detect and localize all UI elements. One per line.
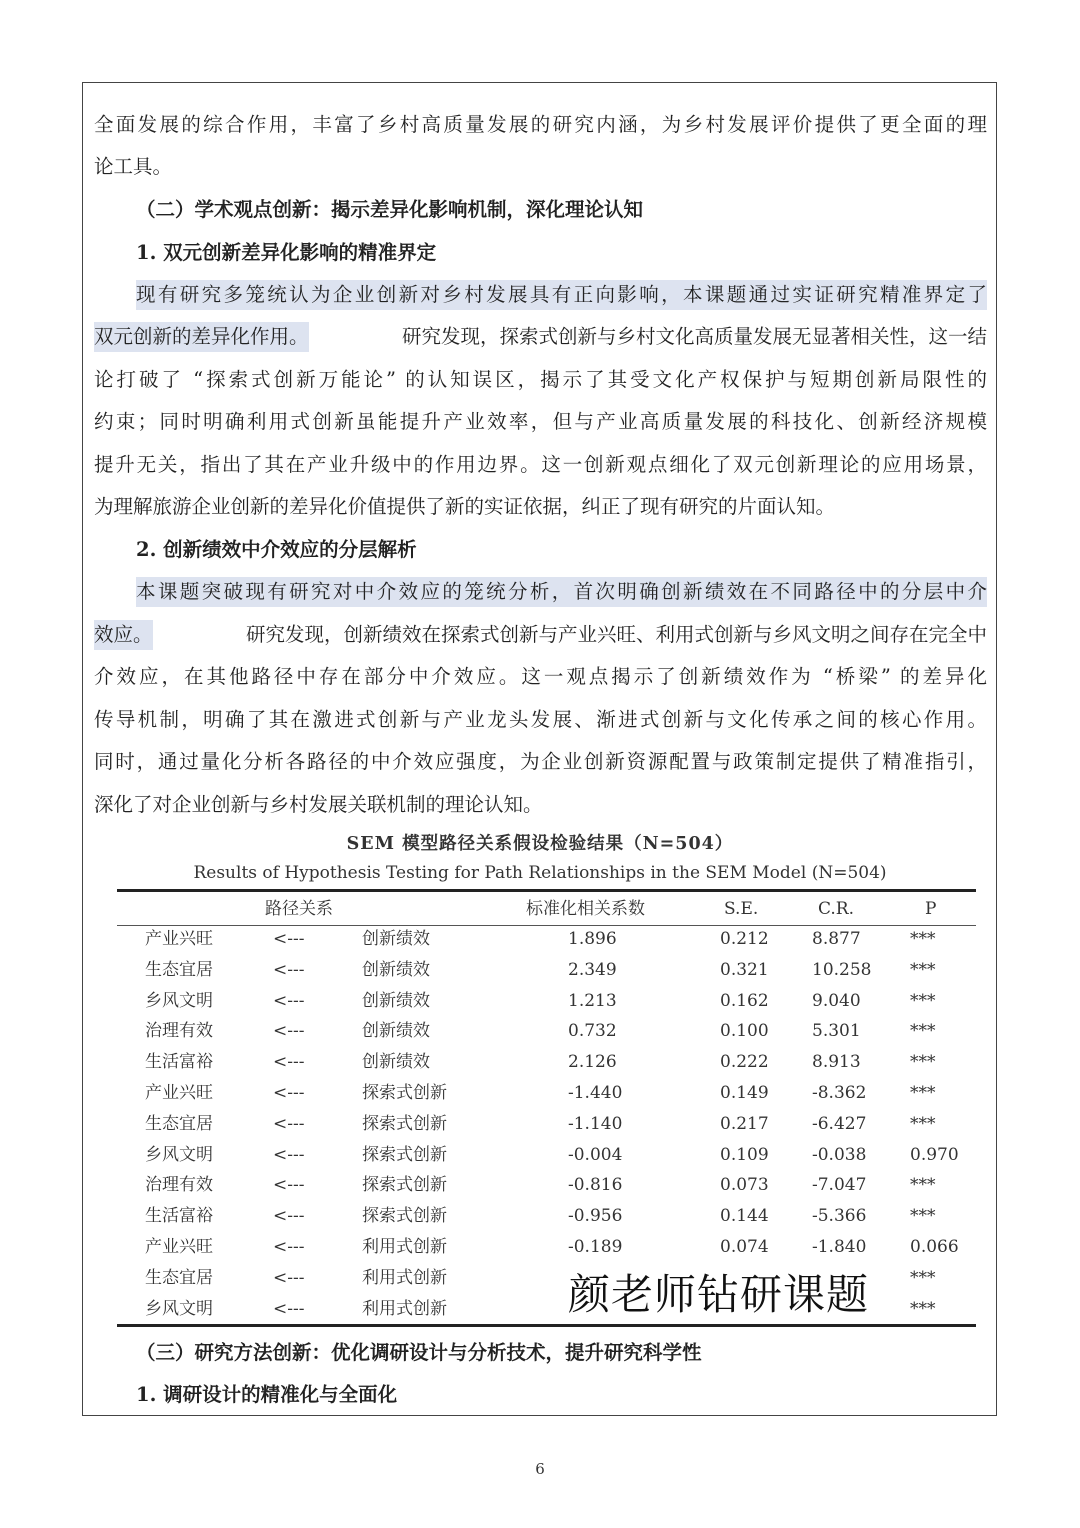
table-cell-coef: 1.896 [568,929,617,949]
paragraph-line [94,322,987,352]
paragraph-line: 介效应，在其他路径中存在部分中介效应。这一观点揭示了创新绩效作为 “桥梁” 的差异化 [94,665,987,688]
table-cell-p: *** [910,1052,936,1073]
table-cell-cr: 9.040 [812,990,861,1011]
table-cell-dependent: 乡风文明 [145,990,213,1011]
paragraph-line: 为理解旅游企业创新的差异化价值提供了新的实证依据，纠正了现有研究的片面认知。 [94,495,836,518]
paragraph-line: 同时，通过量化分析各路径的中介效应强度，为企业创新资源配置与政策制定提供了精准指引， [94,750,987,773]
table-cell-dependent: 生活富裕 [145,1052,213,1073]
highlighted-text: 双元创新的差异化作用。 [94,322,309,352]
table-cell-p: *** [910,990,936,1011]
table-cell-arrow: <--- [273,1298,305,1319]
table-header-se: S.E. [724,899,759,919]
table-header-path: 路径关系 [265,899,333,919]
table-cell-cr: 8.877 [812,929,861,949]
table-cell-se: 0.321 [720,959,769,980]
subsection-heading: 1. 双元创新差异化影响的精准界定 [136,241,437,264]
table-header-cr: C.R. [818,899,855,919]
table-cell-coef: -0.816 [568,1175,623,1196]
table-cell-arrow: <--- [273,990,305,1011]
table-cell-se: 0.222 [720,1052,769,1073]
subsection-heading: 2. 创新绩效中介效应的分层解析 [136,538,417,561]
table-cell-coef: -1.440 [568,1083,623,1103]
table-cell-arrow: <--- [273,1113,305,1134]
table-cell-arrow: <--- [273,959,305,980]
table-cell-independent: 创新绩效 [362,929,430,949]
table-cell-p: *** [910,1113,936,1134]
watermark-text: 颜老师钻研课题 [568,1270,870,1319]
table-cell-cr: 10.258 [812,959,872,980]
table-cell-p: *** [910,1206,936,1227]
paragraph-line-highlighted: 现有研究多笼统认为企业创新对乡村发展具有正向影响，本课题通过实证研究精准界定了 [136,280,987,310]
paragraph-line: 论打破了 “探索式创新万能论” 的认知误区，揭示了其受文化产权保护与短期创新局限性的 [94,368,987,391]
table-cell-arrow: <--- [273,1175,305,1196]
table-cell-independent: 利用式创新 [362,1298,447,1319]
table-cell-p: *** [910,959,936,980]
table-cell-se: 0.144 [720,1206,769,1227]
highlighted-text: 效应。 [94,620,153,650]
table-cell-arrow: <--- [273,929,305,949]
table-cell-arrow: <--- [273,1206,305,1227]
paragraph-line-highlighted: 本课题突破现有研究对中介效应的笼统分析，首次明确创新绩效在不同路径中的分层中介 [136,577,987,607]
page-number: 6 [535,1460,545,1478]
table-cell-se: 0.109 [720,1144,769,1165]
table-cell-cr: -0.038 [812,1144,867,1165]
table-cell-coef: -0.189 [568,1237,623,1257]
table-cell-independent: 创新绩效 [362,990,430,1011]
table-cell-arrow: <--- [273,1021,305,1042]
paragraph-line: 提升无关，指出了其在产业升级中的作用边界。这一创新观点细化了双元创新理论的应用场景， [94,453,987,476]
paragraph-line: 约束；同时明确利用式创新虽能提升产业效率，但与产业高质量发展的科技化、创新经济规模 [94,410,987,433]
table-cell-coef: -1.140 [568,1113,623,1134]
table-cell-cr: 5.301 [812,1021,861,1042]
paragraph-line: 论工具。 [94,155,173,178]
table-cell-dependent: 生态宜居 [145,1267,213,1288]
table-cell-se: 0.100 [720,1021,769,1042]
table-cell-p: 0.970 [910,1144,959,1165]
paragraph-text: 研究发现，创新绩效在探索式创新与产业兴旺、利用式创新与乡风文明之间存在完全中 [245,623,987,646]
table-cell-arrow: <--- [273,1144,305,1165]
table-cell-cr: -5.366 [812,1206,867,1227]
table-cell-p: *** [910,1175,936,1196]
table-cell-dependent: 产业兴旺 [145,1083,213,1103]
table-cell-independent: 探索式创新 [362,1175,447,1196]
table-cell-p: *** [910,1267,936,1288]
table-header-p: P [925,899,937,919]
table-cell-p: 0.066 [910,1237,959,1257]
table-cell-dependent: 生活富裕 [145,1206,213,1227]
table-cell-dependent: 产业兴旺 [145,929,213,949]
table-cell-coef: -0.956 [568,1206,623,1227]
table-cell-se: 0.162 [720,990,769,1011]
paragraph-line: 传导机制，明确了其在激进式创新与产业龙头发展、渐进式创新与文化传承之间的核心作用。 [94,708,987,731]
table-cell-se: 0.212 [720,929,769,949]
table-cell-independent: 创新绩效 [362,1021,430,1042]
table-cell-coef: 1.213 [568,990,617,1011]
table-header-coef: 标准化相关系数 [526,899,645,919]
table-cell-p: *** [910,929,936,949]
table-bottom-rule [117,1324,976,1327]
table-cell-cr: -1.840 [812,1237,867,1257]
table-cell-independent: 创新绩效 [362,1052,430,1073]
table-header-rule [117,925,976,926]
table-cell-arrow: <--- [273,1237,305,1257]
table-cell-arrow: <--- [273,1267,305,1288]
table-cell-se: 0.074 [720,1237,769,1257]
table-cell-coef: -0.004 [568,1144,623,1165]
table-cell-cr: 8.913 [812,1052,861,1073]
table-cell-coef: 2.126 [568,1052,617,1073]
table-cell-p: *** [910,1021,936,1042]
table-cell-independent: 探索式创新 [362,1113,447,1134]
table-cell-dependent: 产业兴旺 [145,1237,213,1257]
table-cell-dependent: 乡风文明 [145,1298,213,1319]
table-cell-independent: 利用式创新 [362,1267,447,1288]
subsection-heading: 1. 调研设计的精准化与全面化 [136,1383,398,1406]
table-cell-p: *** [910,1083,936,1103]
table-cell-dependent: 乡风文明 [145,1144,213,1165]
table-caption-cn: SEM 模型路径关系假设检验结果（N=504） [346,834,734,854]
table-top-rule [117,889,976,892]
table-cell-cr: -8.362 [812,1083,867,1103]
table-cell-arrow: <--- [273,1083,305,1103]
table-cell-independent: 利用式创新 [362,1237,447,1257]
section-heading: （二）学术观点创新：揭示差异化影响机制，深化理论认知 [136,198,644,221]
table-cell-p: *** [910,1298,936,1319]
table-cell-arrow: <--- [273,1052,305,1073]
paragraph-line [94,620,987,650]
table-cell-se: 0.149 [720,1083,769,1103]
section-heading: （三）研究方法创新：优化调研设计与分析技术，提升研究科学性 [136,1341,702,1364]
table-cell-independent: 探索式创新 [362,1144,447,1165]
table-cell-cr: -7.047 [812,1175,867,1196]
paragraph-line: 全面发展的综合作用，丰富了乡村高质量发展的研究内涵，为乡村发展评价提供了更全面的理 [94,113,987,136]
paragraph-line: 深化了对企业创新与乡村发展关联机制的理论认知。 [94,793,543,816]
paragraph-text: 研究发现，探索式创新与乡村文化高质量发展无显著相关性，这一结 [401,325,987,348]
table-cell-dependent: 治理有效 [145,1175,213,1196]
table-cell-dependent: 生态宜居 [145,1113,213,1134]
table-cell-se: 0.073 [720,1175,769,1196]
table-cell-independent: 探索式创新 [362,1083,447,1103]
table-cell-independent: 创新绩效 [362,959,430,980]
table-cell-coef: 0.732 [568,1021,617,1042]
table-cell-cr: -6.427 [812,1113,867,1134]
table-caption-en: Results of Hypothesis Testing for Path Relationships in the SEM Model (N=504) [193,863,887,883]
table-cell-coef: 2.349 [568,959,617,980]
table-cell-independent: 探索式创新 [362,1206,447,1227]
table-cell-dependent: 治理有效 [145,1021,213,1042]
table-cell-se: 0.217 [720,1113,769,1134]
table-cell-dependent: 生态宜居 [145,959,213,980]
